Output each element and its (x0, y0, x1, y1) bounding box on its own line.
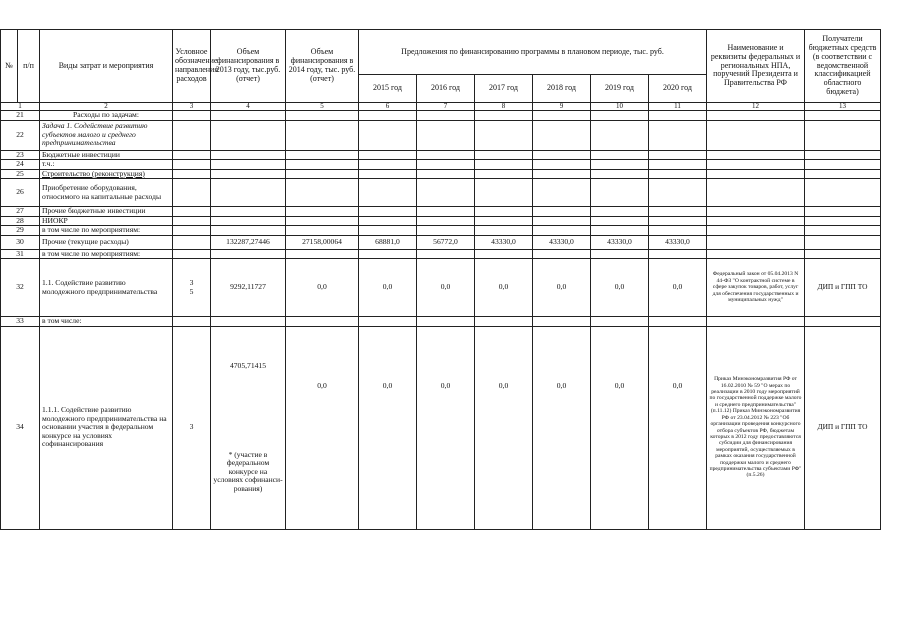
table-row (1, 326, 881, 529)
table-row (1, 207, 881, 217)
col-number: 8 (475, 103, 533, 111)
table-row (1, 160, 881, 170)
row-number: 25 (1, 169, 40, 179)
header-vol2013: Объем финансирования в 2013 году, тыс.руб. (отчет) (211, 30, 286, 103)
value-2014: 27158,00064 (286, 235, 359, 249)
value-2013-note: * (участие в федеральном конкурсе на условиях софинанси-рования) (213, 449, 283, 493)
row-name: Приобретение оборудования, относимого на капитальные расходы (40, 179, 173, 207)
value-2019: 0,0 (591, 259, 649, 317)
row-number: 24 (1, 160, 40, 170)
col-number: 5 (286, 103, 359, 111)
row-name: 1.1. Содействие развитию молодежного предпринимательства (40, 259, 173, 317)
table-row (1, 111, 881, 121)
row-name: НИОКР (40, 216, 173, 226)
row-number: 28 (1, 216, 40, 226)
header-types: Виды затрат и мероприятия (40, 30, 173, 103)
col-number: 7 (417, 103, 475, 111)
col-number: 10 (591, 103, 649, 111)
value-2016: 0,0 (417, 326, 475, 529)
value-2014: 0,0 (286, 326, 359, 529)
conditional-code: 3 (173, 326, 211, 529)
table-row (1, 317, 881, 327)
table-row (1, 179, 881, 207)
header-no: № (1, 30, 18, 103)
row-name: Строительство (реконструкция) (40, 169, 173, 179)
col-number: 13 (805, 103, 881, 111)
row-name: Бюджетные инвестиции (40, 150, 173, 160)
header-year: 2015 год (359, 75, 417, 103)
value-2017: 0,0 (475, 259, 533, 317)
conditional-code: 3 5 (173, 259, 211, 317)
row-number: 26 (1, 179, 40, 207)
row-number: 33 (1, 317, 40, 327)
budget-table (0, 29, 881, 530)
row-number: 27 (1, 207, 40, 217)
value-2017: 0,0 (475, 326, 533, 529)
value-2016: 56772,0 (417, 235, 475, 249)
value-2018: 0,0 (533, 326, 591, 529)
table-row (1, 259, 881, 317)
row-name: Задача 1. Содействие развитию субъектов малого и среднего предпринимательства (40, 120, 173, 150)
value-2015: 0,0 (359, 259, 417, 317)
value-2013: 132287,27446 (211, 235, 286, 249)
col-number: 9 (533, 103, 591, 111)
col-number: 3 (173, 103, 211, 111)
col-number: 1 (1, 103, 40, 111)
col-number: 4 (211, 103, 286, 111)
row-name: в том числе по мероприятиям: (40, 226, 173, 236)
value-2020: 43330,0 (649, 235, 707, 249)
value-2013: 4705,71415 (229, 361, 267, 370)
value-2013: 9292,11727 (211, 259, 286, 317)
value-2014: 0,0 (286, 259, 359, 317)
value-2019: 43330,0 (591, 235, 649, 249)
header-year: 2018 год (533, 75, 591, 103)
col-number: 12 (707, 103, 805, 111)
recipient: ДИП и ГПП ТО (805, 259, 881, 317)
row-number: 23 (1, 150, 40, 160)
col-number: 11 (649, 103, 707, 111)
value-2017: 43330,0 (475, 235, 533, 249)
value-2018: 0,0 (533, 259, 591, 317)
value-2015: 68881,0 (359, 235, 417, 249)
row-number: 29 (1, 226, 40, 236)
header-npa: Наименование и реквизиты федеральных и региональных НПА, поручений Президента и Правительства РФ (707, 30, 805, 103)
table-row (1, 120, 881, 150)
header-year: 2017 год (475, 75, 533, 103)
row-number: 21 (1, 111, 40, 121)
row-number: 32 (1, 259, 40, 317)
col-number: 2 (40, 103, 173, 111)
row-number: 31 (1, 249, 40, 259)
row-number: 34 (1, 326, 40, 529)
header-year: 2020 год (649, 75, 707, 103)
row-name: 1.1.1. Содействие развитию молодежного предпринимательства на основании участия в федеральном конкурсе на условиях софинансирования (40, 326, 173, 529)
header-conditional: Условное обозначение направления расходов (173, 30, 211, 103)
header-year: 2016 год (417, 75, 475, 103)
table-row (1, 226, 881, 236)
table-row (1, 235, 881, 249)
row-name: Расходы по задачам: (40, 111, 173, 121)
col-number: 6 (359, 103, 417, 111)
header-vol2014: Объем финансирования в 2014 году, тыс. руб. (отчет) (286, 30, 359, 103)
row-name: в том числе по мероприятиям: (40, 249, 173, 259)
value-2019: 0,0 (591, 326, 649, 529)
table-row (1, 169, 881, 179)
row-name: т.ч.: (40, 160, 173, 170)
header-recipients: Получатели бюджетных средств (в соответствии с ведомственной классификацией областного бюджета) (805, 30, 881, 103)
row-number: 22 (1, 120, 40, 150)
npa-reference: Федеральный закон от 05.04.2013 N 44-ФЗ "О контрактной системе в сфере закупок товаров, работ, услуг для обеспечения государственных и муниципальных нужд" (707, 259, 805, 317)
value-2020: 0,0 (649, 259, 707, 317)
value-2013-cell (211, 326, 286, 529)
value-2020: 0,0 (649, 326, 707, 529)
table-row (1, 249, 881, 259)
row-number: 30 (1, 235, 40, 249)
row-name: в том числе: (40, 317, 173, 327)
header-npp: п/п (18, 30, 40, 103)
value-2015: 0,0 (359, 326, 417, 529)
header-proposals: Предложения по финансированию программы в плановом периоде, тыс. руб. (359, 30, 707, 75)
table-row (1, 150, 881, 160)
row-name: Прочие бюджетные инвестиции (40, 207, 173, 217)
recipient: ДИП и ГПП ТО (805, 326, 881, 529)
header-year: 2019 год (591, 75, 649, 103)
value-2018: 43330,0 (533, 235, 591, 249)
npa-reference: Приказ Минэкономразвития РФ от 16.02.2010 № 59 "О мерах по реализации в 2010 году мероприятий по государственной поддержке малого и среднего предпринимательства" (п.11.12) Приказ Минэкономразвития РФ от 23.04.2012 № 223 "Об организации проведения конкурсного отбора субъектов РФ, бюджетам которых в 2012 году предоставляются субсидии для финансирования мероприятий, осуществляемых в рамках оказания государственной поддержки малого и среднего предпринимательства субъектами РФ" (п.5.26) (707, 326, 805, 529)
row-name: Прочие (текущие расходы) (40, 235, 173, 249)
value-2016: 0,0 (417, 259, 475, 317)
